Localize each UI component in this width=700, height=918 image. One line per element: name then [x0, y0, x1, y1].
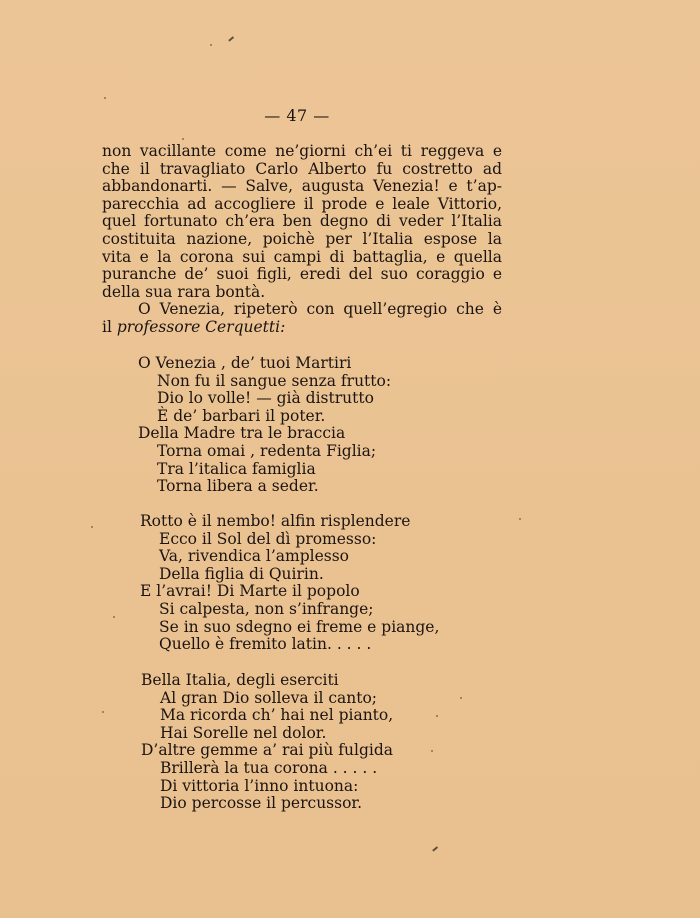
prose-line: della sua rara bontà.: [102, 282, 266, 301]
ink-speck: [113, 616, 115, 618]
ink-speck: [91, 526, 93, 528]
poem-stanza: [141, 672, 393, 813]
verse-line: Della figlia di Quirin.: [159, 564, 324, 583]
ink-speck: [102, 711, 104, 713]
prose-line: non vacillante come ne’giorni ch’ei ti reggeva e: [102, 142, 502, 160]
verse-line: Bella Italia, degli eserciti: [141, 671, 339, 689]
verse-line: E l’avrai! Di Marte il popolo: [140, 582, 360, 601]
ink-speck: [210, 44, 212, 46]
ink-speck: [460, 697, 462, 699]
ink-mark: [228, 36, 234, 41]
verse-line: Non fu il sangue senza frutto:: [157, 371, 392, 390]
verse-line: È de’ barbari il poter.: [157, 406, 326, 425]
page-number: — 47 —: [264, 106, 330, 125]
author-name: professore Cerquetti:: [116, 317, 286, 336]
poem-stanza: [138, 355, 391, 496]
ink-speck: [436, 715, 438, 717]
verse-line: Rotto è il nembo! alfin risplendere: [140, 512, 411, 530]
verse-line: Ma ricorda ch’ hai nel pianto,: [160, 706, 394, 725]
prose-line: quel fortunato ch’era ben degno di veder l’Italia: [102, 212, 502, 231]
ink-mark: [432, 846, 438, 851]
prose-line: che il travagliato Carlo Alberto fu costretto ad: [102, 159, 502, 178]
prose-line: costituita nazione, poichè per l’Italia espose la: [102, 229, 502, 248]
ink-speck: [104, 97, 106, 99]
verse-line: Torna libera a seder.: [157, 477, 319, 496]
verse-line: Tra l’italica famiglia: [157, 459, 316, 478]
verse-line: Dio percosse il percussor.: [160, 794, 363, 813]
verse-line: Hai Sorelle nel dolor.: [160, 723, 327, 742]
verse-line: Di vittoria l’inno intuona:: [160, 776, 359, 795]
poem-introduction: [102, 319, 502, 337]
prose-paragraph: [102, 143, 502, 337]
prose-line: abbandonarti. — Salve, augusta Venezia! e t’ap-: [102, 177, 502, 196]
verse-line: Quello è fremito latin. . . . .: [159, 635, 372, 654]
poem-stanza: [140, 513, 439, 654]
ink-speck: [182, 138, 184, 140]
intro-prefix: il: [102, 317, 117, 336]
verse-line: Si calpesta, non s’infrange;: [159, 599, 374, 618]
verse-line: Al gran Dio solleva il canto;: [160, 688, 378, 707]
prose-line: parecchia ad accogliere il prode e leale Vittorio,: [102, 194, 502, 213]
verse-line: Ecco il Sol del dì promesso:: [159, 529, 377, 548]
verse-line: Brillerà la tua corona . . . . .: [160, 758, 378, 777]
ink-speck: [519, 518, 521, 520]
prose-line: vita e la corona sui campi di battaglia, e quella: [102, 247, 502, 266]
verse-line: Se in suo sdegno ei freme e piange,: [159, 617, 440, 636]
verse-line: D’altre gemme a’ rai più fulgida: [141, 741, 394, 760]
ink-speck: [431, 750, 433, 752]
verse-line: Va, rivendica l’amplesso: [159, 547, 349, 566]
prose-line: puranche de’ suoi figli, eredi del suo coraggio e: [102, 265, 502, 284]
verse-line: Torna omai , redenta Figlia;: [157, 441, 377, 460]
verse-line: Dio lo volle! — già distrutto: [157, 389, 374, 408]
verse-line: O Venezia , de’ tuoi Martiri: [138, 354, 352, 372]
prose-line: O Venezia, ripeterò con quell’egregio che è: [138, 300, 502, 319]
verse-line: Della Madre tra le braccia: [138, 424, 346, 443]
